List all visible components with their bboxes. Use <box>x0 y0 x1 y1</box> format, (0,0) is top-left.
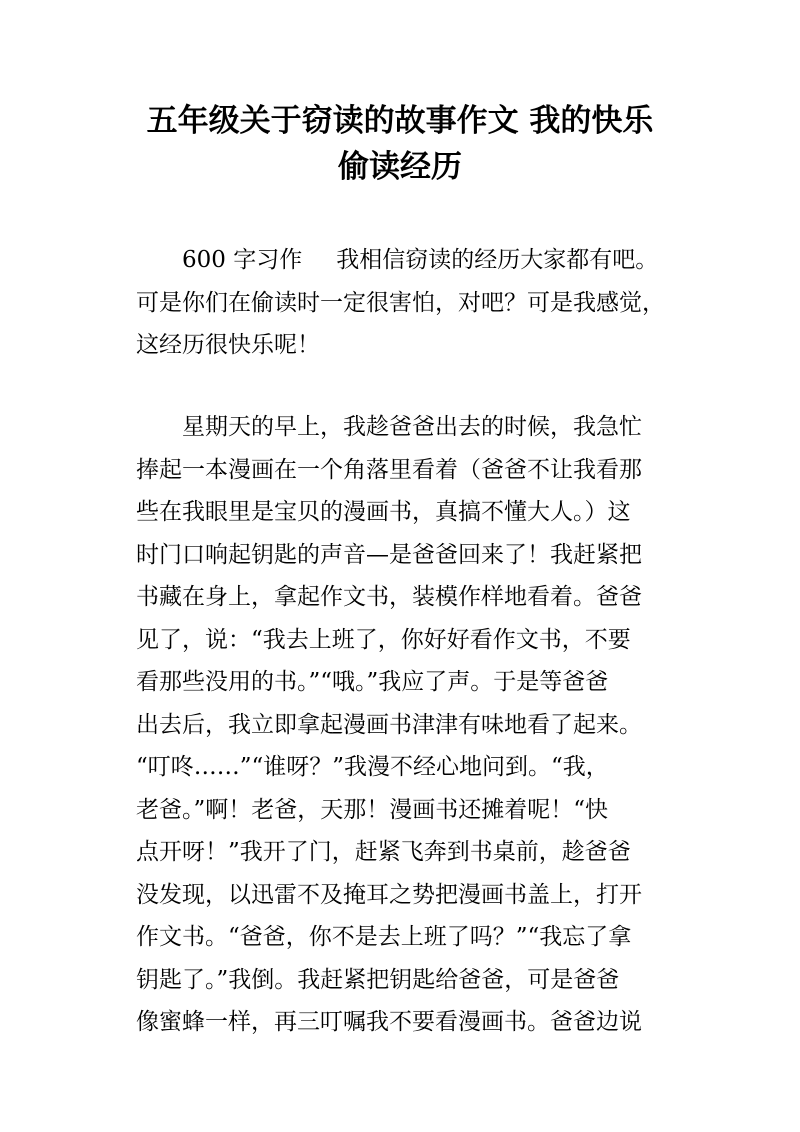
paragraph-line: 些在我眼里是宝贝的漫画书，真搞不懂大人。）这 <box>136 499 631 525</box>
intro-lead-text: 我相信窃读的经历大家都有吧。 <box>336 247 659 273</box>
title-line-1: 五年级关于窃读的故事作文 我的快乐 <box>146 103 654 139</box>
paragraph-line: 钥匙了。”我倒。我赶紧把钥匙给爸爸，可是爸爸 <box>136 966 620 993</box>
paragraph-line <box>136 239 676 282</box>
paragraph-line: 捧起一本漫画在一个角落里看着（爸爸不让我看那 <box>136 456 642 483</box>
paragraph-line: 时门口响起钥匙的声音—是爸爸回来了！我赶紧把 <box>136 541 642 568</box>
word-count-label: 600 字习作 <box>182 247 303 273</box>
title-line-2: 偷读经历 <box>338 149 462 185</box>
paragraph-line: 点开呀！”我开了门，赶紧飞奔到书桌前，趁爸爸 <box>136 839 631 865</box>
paragraph-line: 出去后，我立即拿起漫画书津津有味地看了起来。 <box>136 711 642 738</box>
paragraph-line: 星期天的早上，我趁爸爸出去的时候，我急忙 <box>182 414 642 440</box>
paragraph-line: 没发现，以迅雷不及掩耳之势把漫画书盖上，打开 <box>136 881 642 908</box>
document-title <box>100 98 700 190</box>
paragraph-line: 看那些没用的书。”“哦。”我应了声。于是等爸爸 <box>136 669 609 695</box>
paragraph-intro <box>136 239 676 367</box>
paragraph-line: 老爸。”啊！老爸，天那！漫画书还摊着呢！“快 <box>136 796 609 823</box>
paragraph-line: 可是你们在偷读时一定很害怕，对吧？可是我感觉， <box>136 289 665 316</box>
paragraph-story <box>136 406 676 1044</box>
paragraph-line: 见了，说：“我去上班了，你好好看作文书，不要 <box>136 626 631 653</box>
paragraph-line: 像蜜蜂一样，再三叮嘱我不要看漫画书。爸爸边说 <box>136 1009 642 1035</box>
paragraph-line: 这经历很快乐呢！ <box>136 332 320 358</box>
paragraph-line: 作文书。“爸爸，你不是去上班了吗？”“我忘了拿 <box>136 924 632 950</box>
paragraph-line: 书藏在身上，拿起作文书，装模作样地看着。爸爸 <box>136 584 642 610</box>
paragraph-line: “叮咚……”“谁呀？”我漫不经心地问到。“我， <box>136 754 609 780</box>
